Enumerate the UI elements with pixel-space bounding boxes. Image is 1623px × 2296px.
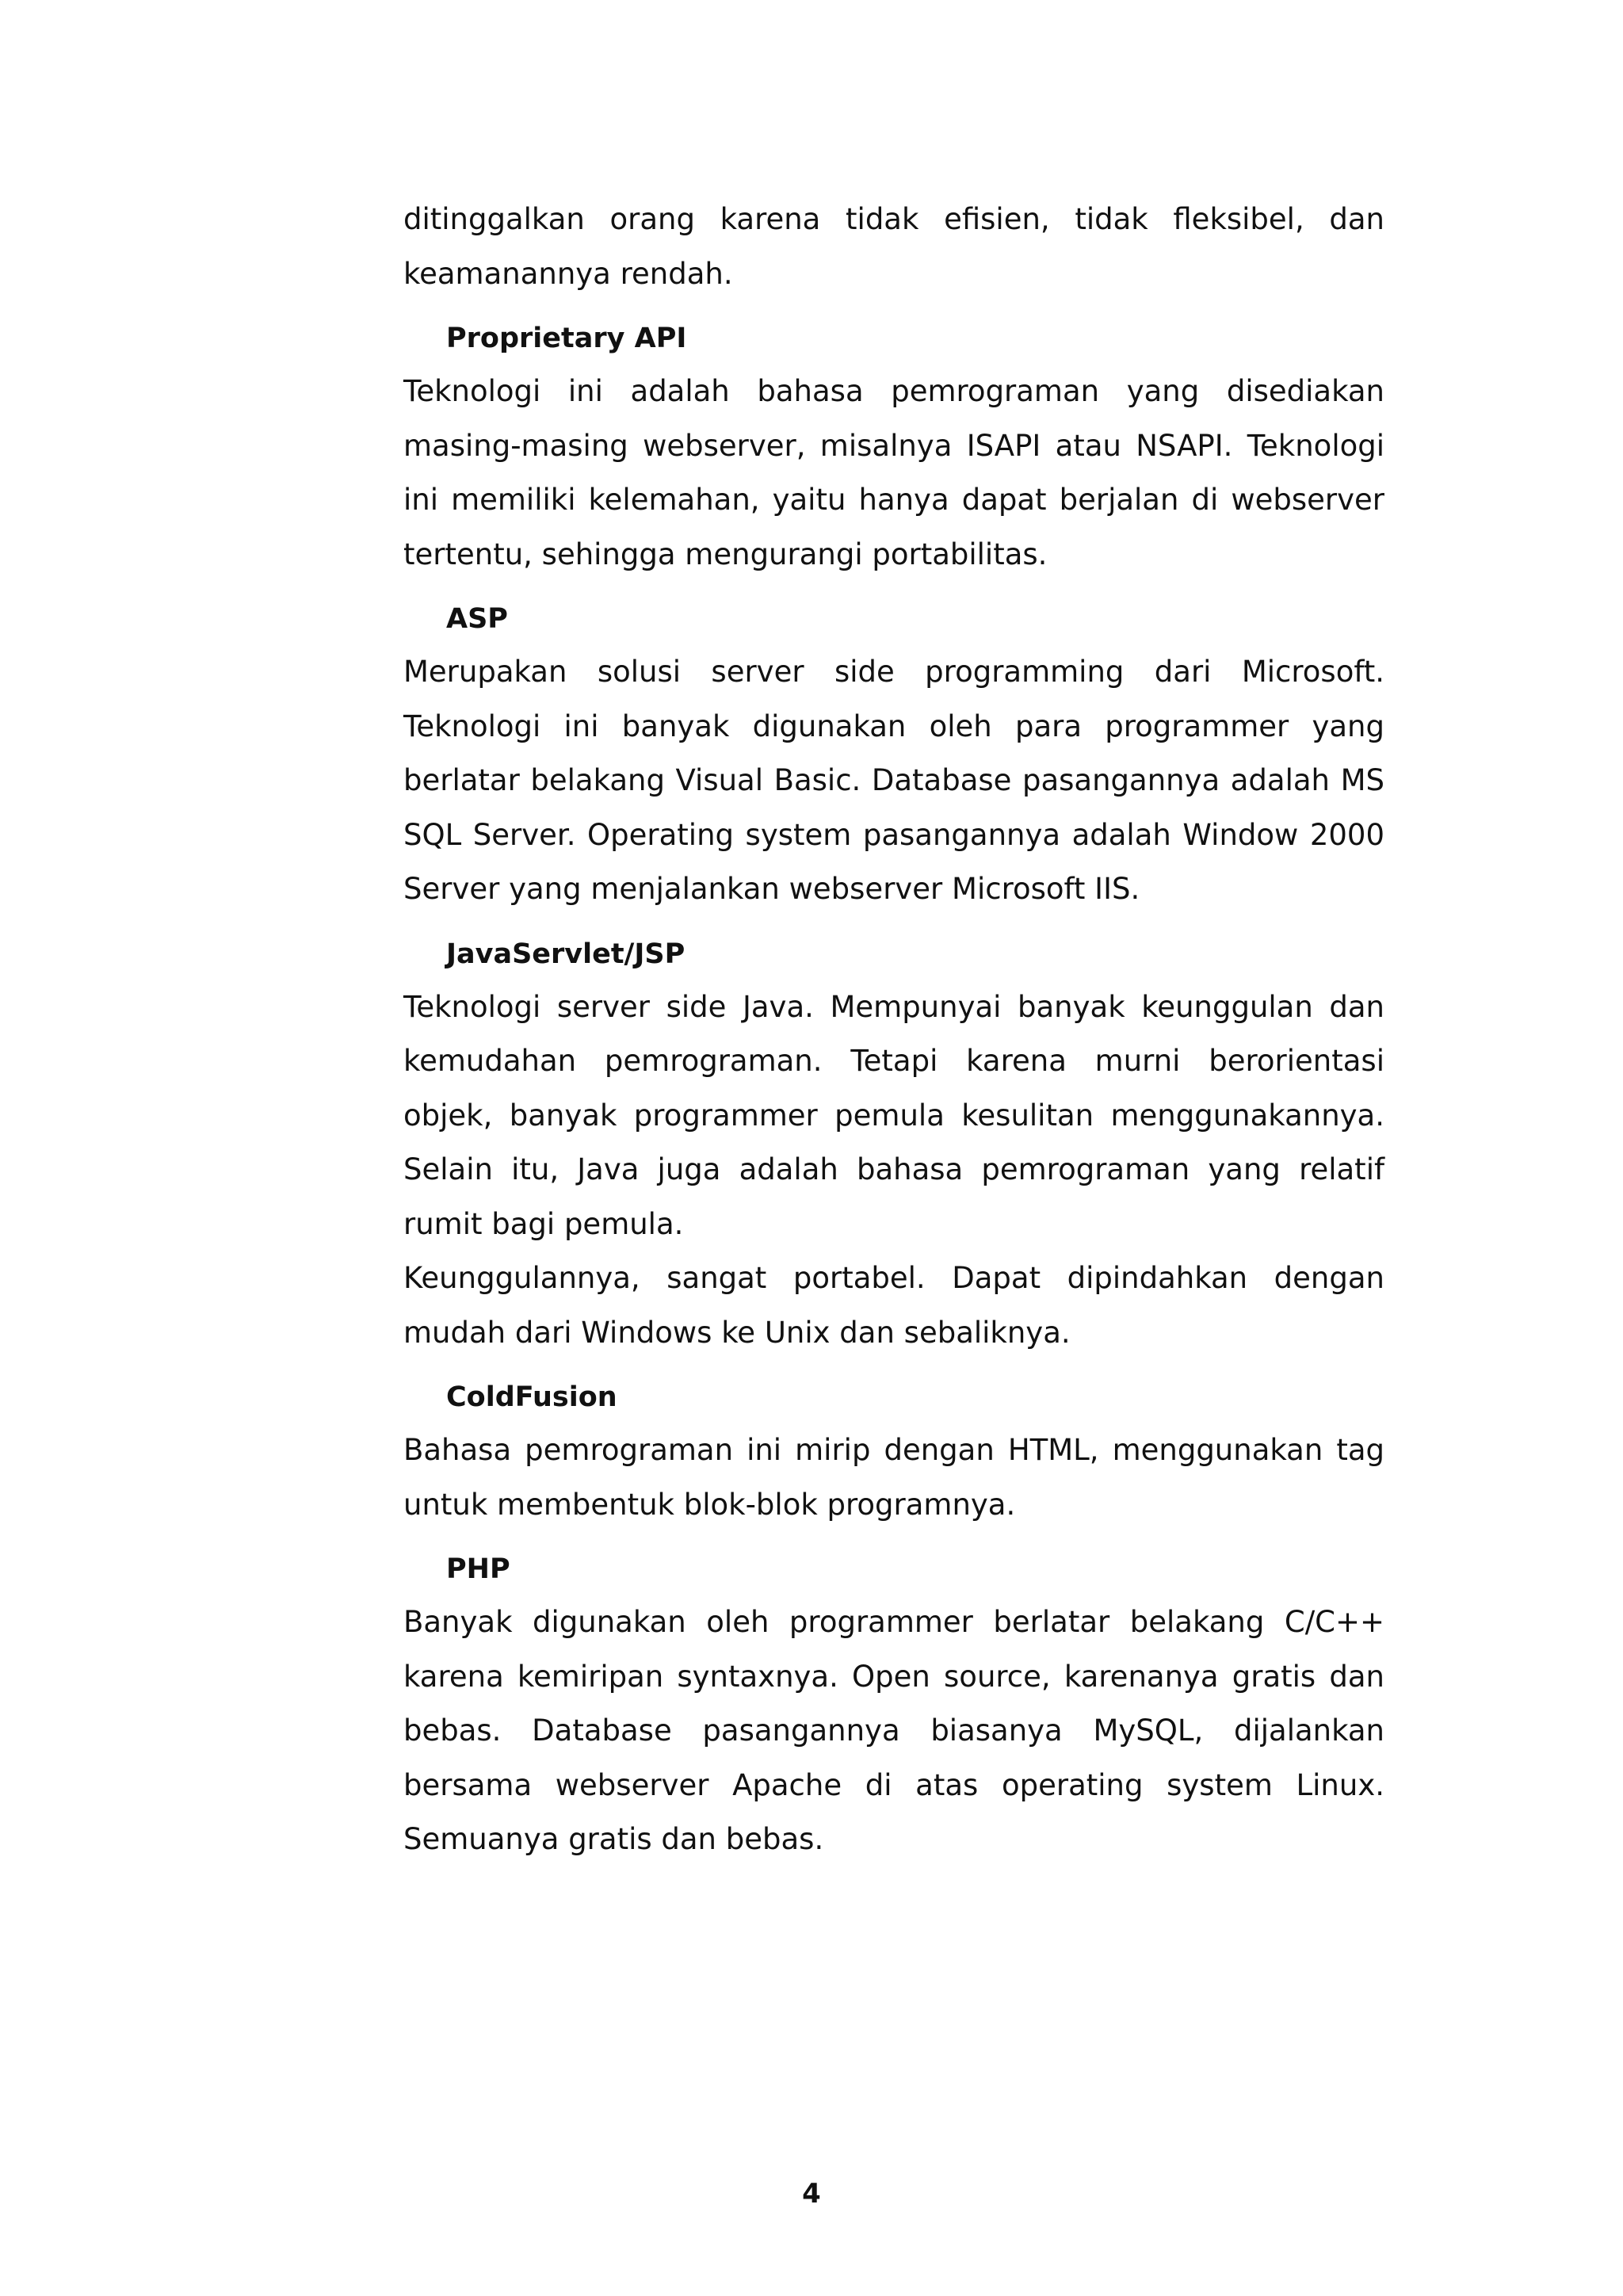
section-body-php: Banyak digunakan oleh programmer berlatar belakang C/C++ karena kemiripan syntaxnya. Open source, karenanya gratis dan bebas. Database pasangannya biasanya MySQL, dijalankan bersama webserver Apache di atas operating system Linux. Semuanya gratis dan bebas. [403, 1605, 1384, 1856]
section-heading-php: PHP [446, 1553, 510, 1585]
page-content [403, 193, 1384, 1867]
section-heading-javaservlet-jsp: JavaServlet/JSP [446, 938, 685, 970]
section-heading-proprietary-api: Proprietary API [446, 323, 687, 354]
section-body-coldfusion: Bahasa pemrograman ini mirip dengan HTML, menggunakan tag untuk membentuk blok-blok programnya. [403, 1433, 1384, 1522]
section-body-javaservlet-jsp: Teknologi server side Java. Mempunyai banyak keunggulan dan kemudahan pemrograman. Tetapi karena murni berorientasi objek, banyak programmer pemula kesulitan menggunakannya. Selain itu, Java juga adalah bahasa pemrograman yang relatif rumit bagi pemula. [403, 989, 1384, 1241]
page-number: 4 [802, 2178, 821, 2210]
intro-paragraph: ditinggalkan orang karena tidak efisien, tidak fleksibel, dan keamanannya rendah. [403, 202, 1384, 291]
section-heading-coldfusion: ColdFusion [446, 1381, 617, 1413]
section-body-javaservlet-jsp-continued: Keunggulannya, sangat portabel. Dapat dipindahkan dengan mudah dari Windows ke Unix dan sebaliknya. [403, 1261, 1384, 1350]
section-heading-asp: ASP [446, 603, 508, 635]
section-body-proprietary-api: Teknologi ini adalah bahasa pemrograman yang disediakan masing-masing webserver, misalnya ISAPI atau NSAPI. Teknologi ini memiliki kelemahan, yaitu hanya dapat berjalan di webserver tertentu, sehingga mengurangi portabilitas. [403, 374, 1384, 571]
section-body-asp: Merupakan solusi server side programming dari Microsoft. Teknologi ini banyak digunakan oleh para programmer yang berlatar belakang Visual Basic. Database pasangannya adalah MS SQL Server. Operating system pasangannya adalah Window 2000 Server yang menjalankan webserver Microsoft IIS. [403, 655, 1384, 906]
